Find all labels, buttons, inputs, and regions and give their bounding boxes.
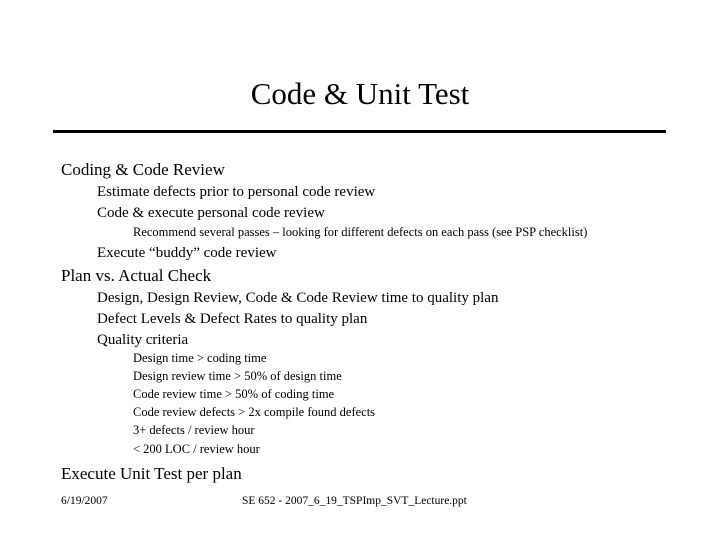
bullet-buddy-review: Execute “buddy” code review bbox=[97, 245, 277, 261]
criterion-item: Design time > coding time bbox=[133, 351, 267, 365]
bullet-time-to-plan: Design, Design Review, Code & Code Review time to quality plan bbox=[97, 290, 499, 306]
criterion-item: 3+ defects / review hour bbox=[133, 423, 255, 437]
bullet-quality-criteria: Quality criteria bbox=[97, 332, 189, 348]
footer-source: SE 652 - 2007_6_19_TSPImp_SVT_Lecture.ppt bbox=[242, 495, 467, 507]
criterion-item: < 200 LOC / review hour bbox=[133, 442, 260, 456]
criterion-item: Design review time > 50% of design time bbox=[133, 369, 342, 383]
bullet-code-execute-review: Code & execute personal code review bbox=[97, 205, 325, 221]
section-heading-coding: Coding & Code Review bbox=[61, 160, 225, 179]
section-heading-plan-vs-actual: Plan vs. Actual Check bbox=[61, 266, 212, 285]
slide-title: Code & Unit Test bbox=[250, 76, 470, 111]
sub-bullet-recommend-passes: Recommend several passes – looking for different defects on each pass (see PSP checklist) bbox=[133, 225, 588, 239]
footer-date: 6/19/2007 bbox=[61, 495, 108, 507]
bullet-defect-levels: Defect Levels & Defect Rates to quality plan bbox=[97, 311, 368, 327]
bullet-estimate-defects: Estimate defects prior to personal code review bbox=[97, 184, 376, 200]
criterion-item: Code review time > 50% of coding time bbox=[133, 387, 335, 401]
section-heading-unit-test: Execute Unit Test per plan bbox=[61, 464, 242, 483]
title-underline bbox=[53, 130, 666, 133]
criterion-item: Code review defects > 2x compile found defects bbox=[133, 405, 376, 419]
